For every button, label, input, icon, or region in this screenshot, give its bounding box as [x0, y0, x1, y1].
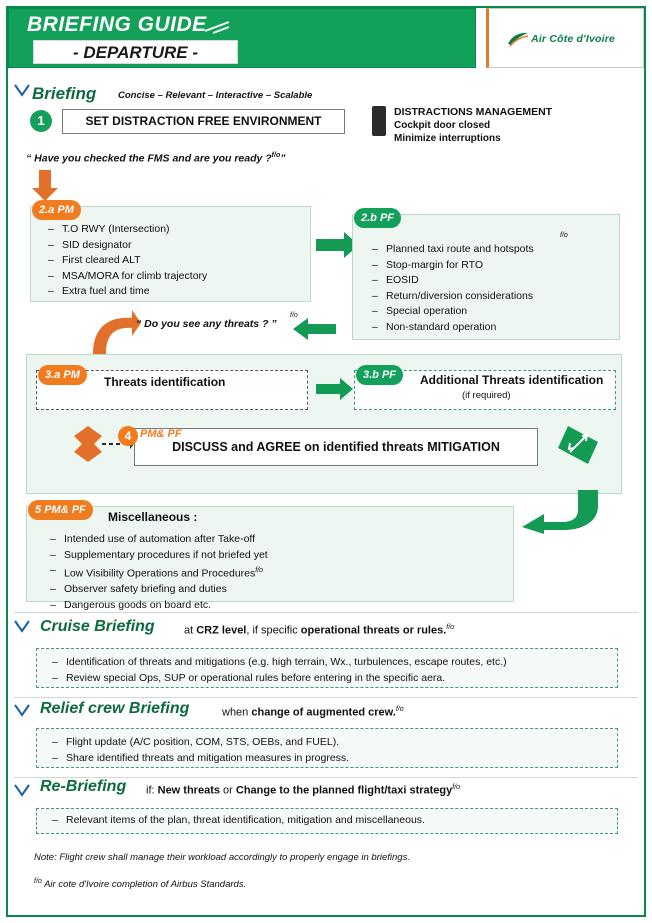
- distractions-line-1: Cockpit door closed: [394, 120, 491, 131]
- cruise-sub-bold-2: operational threats or rules.: [300, 624, 447, 637]
- section-title-cruise: Cruise Briefing: [40, 618, 155, 635]
- relief-sub-sup: f/o: [395, 706, 404, 713]
- arrow-curve-green-icon: [520, 490, 600, 534]
- section-title-relief: Relief crew Briefing: [40, 700, 190, 717]
- chevron-down-icon-cruise: [14, 620, 30, 633]
- step-2b-role: PF: [379, 212, 395, 224]
- question-fms-text: “ Have you checked the FMS and are you ready ?: [26, 152, 272, 165]
- rebrief-sub-bold-1: New threats: [157, 784, 220, 797]
- chevron-down-icon-briefing: [14, 84, 30, 97]
- list-item: – Identification of threats and mitigations (e.g. high terrain, Wx., turbulences, escape routes, etc.): [52, 655, 612, 671]
- step-3b-badge: [356, 365, 403, 385]
- step-2a-suffix: .a: [45, 204, 55, 216]
- step-4-badge: 4: [118, 426, 138, 446]
- step-5-label: Miscellaneous :: [108, 510, 198, 524]
- airline-logo: [486, 8, 644, 68]
- relief-list: [52, 735, 612, 766]
- list-item: – MSA/MORA for climb trajectory: [48, 269, 306, 285]
- rebriefing-list: [52, 813, 612, 829]
- cruise-sub-bold-1: CRZ level: [196, 624, 247, 637]
- diamond-arrow-green-icon: [556, 424, 600, 466]
- step-5-badge: [28, 500, 93, 520]
- briefing-tagline: Concise – Relevant – Interactive – Scalable: [118, 90, 313, 101]
- section-title-briefing: Briefing: [32, 84, 97, 103]
- chevron-down-icon-relief: [14, 704, 30, 717]
- header-green-banner: [8, 8, 476, 68]
- question-threats: [136, 318, 277, 330]
- list-item: – EOSID: [372, 273, 614, 289]
- rebrief-sub-pre: if:: [146, 784, 158, 797]
- arrow-curve-orange-icon: [88, 306, 142, 356]
- step-3b-number: 3: [363, 369, 370, 381]
- list-item: [50, 563, 490, 582]
- door-icon: [372, 106, 386, 136]
- step-2b-list: [372, 242, 614, 335]
- step-2a-role: PM: [57, 204, 74, 216]
- step-3b-suffix: .b: [369, 369, 379, 381]
- step-4-label: DISCUSS and AGREE on identified threats MITIGATION: [172, 440, 500, 454]
- step-1-box: [62, 109, 345, 134]
- footer-legend: [34, 878, 246, 890]
- list-item: – Intended use of automation after Take-off: [50, 532, 490, 548]
- list-item: – SID designator: [48, 238, 306, 254]
- step-3a-role: PM: [63, 369, 80, 381]
- chevron-down-icon-rebriefing: [14, 784, 30, 797]
- list-item: – Observer safety briefing and duties: [50, 582, 490, 598]
- divider-2: [14, 697, 638, 698]
- airline-name: Air Côte d'Ivoire: [531, 33, 616, 45]
- section-subtitle-relief: [222, 706, 404, 719]
- logo-elephant-icon: [507, 31, 529, 47]
- step-5-number: 5: [35, 504, 42, 516]
- list-item: – Planned taxi route and hotspots: [372, 242, 614, 258]
- step-3a-number: 3: [45, 369, 52, 381]
- cruise-sub-sup: f/o: [446, 624, 455, 631]
- list-item: – Stop-margin for RTO: [372, 258, 614, 274]
- arrow-down-orange-icon: [30, 170, 60, 202]
- list-item: – T.O RWY (Intersection): [48, 222, 306, 238]
- rebrief-sub-bold-2: Change to the planned flight/taxi strategy: [235, 784, 453, 797]
- step-2b-sup: f/o: [560, 232, 568, 239]
- footer-note: Note: Flight crew shall manage their workload accordingly to properly engage in briefings.: [34, 852, 410, 863]
- cruise-sub-mid: , if specific: [246, 624, 301, 637]
- step-2a-badge: [32, 200, 81, 220]
- list-item: – Special operation: [372, 304, 614, 320]
- question-threats-text: “ Do you see any threats ? ”: [136, 318, 277, 330]
- list-item-sup: f/o: [255, 567, 264, 574]
- list-item: – First cleared ALT: [48, 253, 306, 269]
- list-item-text: Low Visibility Operations and Procedures: [64, 567, 256, 580]
- step-3b-label: Additional Threats identification: [420, 373, 604, 387]
- section-title-rebriefing: Re-Briefing: [40, 778, 127, 795]
- list-item: – Dangerous goods on board etc.: [50, 598, 490, 614]
- relief-sub-pre: when: [222, 706, 252, 719]
- list-item: – Relevant items of the plan, threat identification, mitigation and miscellaneous.: [52, 813, 612, 829]
- list-item: – Share identified threats and mitigation measures in progress.: [52, 751, 612, 767]
- rebrief-sub-sup: f/o: [452, 784, 461, 791]
- distractions-line-2: Minimize interruptions: [394, 133, 501, 144]
- section-subtitle-cruise: [184, 624, 454, 637]
- step-2a-list: [48, 222, 306, 300]
- swoosh-icon: [205, 20, 231, 34]
- divider-1: [14, 612, 638, 613]
- question-fms: [26, 152, 285, 165]
- step-1-badge: 1: [30, 110, 52, 132]
- list-item: – Supplementary procedures if not briefed yet: [50, 548, 490, 564]
- cruise-sub-pre: at: [184, 624, 197, 637]
- page-subtitle: - DEPARTURE -: [33, 40, 238, 64]
- step-5-role: PM& PF: [44, 504, 86, 516]
- step-2b-suffix: .b: [367, 212, 377, 224]
- step-3a-badge: [38, 365, 87, 385]
- step-3b-sublabel: (if required): [462, 390, 511, 401]
- step-4-role: PM& PF: [140, 428, 182, 440]
- document-header: [8, 8, 644, 68]
- arrow-right-green-icon-2: [316, 378, 354, 400]
- step-5-list: [50, 532, 490, 613]
- list-item: – Review special Ops, SUP or operational rules before entering in the specific aera.: [52, 671, 612, 687]
- question-fms-sup: f/o: [271, 152, 281, 159]
- cruise-list: [52, 655, 612, 686]
- step-1-label: SET DISTRACTION FREE ENVIRONMENT: [85, 114, 322, 128]
- step-4-box: [134, 428, 538, 466]
- distractions-title: DISTRACTIONS MANAGEMENT: [394, 106, 553, 118]
- question-fms-end: ”: [280, 152, 286, 165]
- relief-sub-bold-1: change of augmented crew.: [251, 706, 396, 719]
- rebrief-sub-mid: or: [219, 784, 236, 797]
- footer-legend-sup: f/o: [34, 878, 42, 885]
- step-2b-badge: [354, 208, 401, 228]
- list-item: – Non-standard operation: [372, 320, 614, 336]
- page-title: BRIEFING GUIDE: [27, 13, 207, 36]
- step-3a-label: Threats identification: [104, 375, 226, 389]
- list-item: – Return/diversion considerations: [372, 289, 614, 305]
- step-2b-number: 2: [361, 212, 368, 224]
- list-item: – Flight update (A/C position, COM, STS, OEBs, and FUEL).: [52, 735, 612, 751]
- step-2a-number: 2: [39, 204, 46, 216]
- step-3b-role: PF: [381, 369, 397, 381]
- question-threats-sup: f/o: [290, 312, 298, 319]
- list-item: – Extra fuel and time: [48, 284, 306, 300]
- footer-legend-text: Air cote d'Ivoire completion of Airbus Standards.: [44, 879, 247, 891]
- arrow-left-green-icon: [292, 318, 336, 340]
- step-3a-suffix: .a: [51, 369, 61, 381]
- section-subtitle-rebriefing: [146, 784, 460, 797]
